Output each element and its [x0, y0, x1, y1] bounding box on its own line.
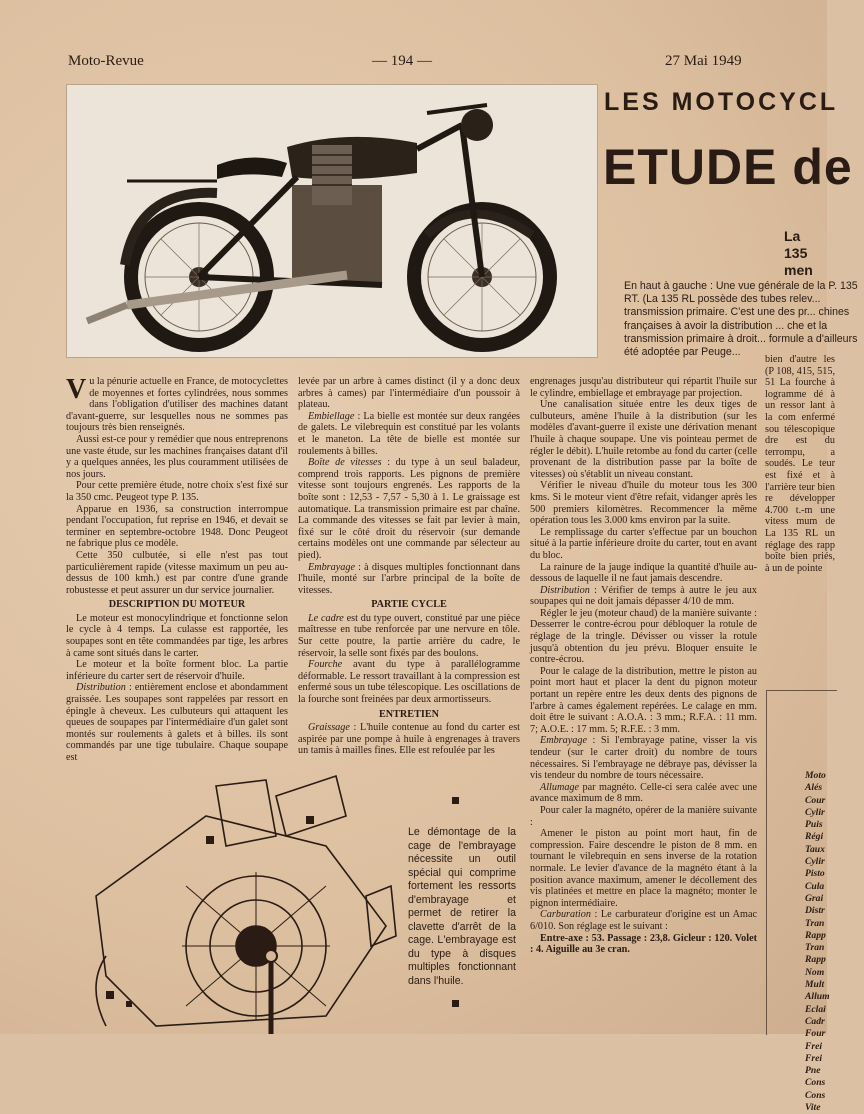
col3-paragraph — [530, 909, 757, 932]
col3-paragraph: Amener le piston au point mort haut, fin de compression. Faire descendre le piston de 8 mm. en tournant le vilebrequin en sens inverse de la rotation normale. Le levier d'avance de la magnéto étant à la position avance maximum, amener le décollement des vis platinées et mettre en place la magnéto; monter le pignon intermédiaire. — [530, 828, 757, 909]
label-distribution: Distribution — [76, 682, 126, 694]
spec-table-label: Puis — [805, 819, 823, 831]
label-embiellage: Embiellage — [308, 410, 355, 422]
spec-table-label: Cula — [805, 880, 825, 892]
spec-table-label: Pne — [805, 1065, 821, 1077]
col1-paragraph: Le moteur est monocylindrique et fonctionne selon le cycle à 4 temps. La culasse est rapportée, les soupapes sont en tête commandées par tige, les arbres à came sont situés dans le carter. — [66, 612, 288, 659]
spec-table-label: Nom — [805, 966, 825, 978]
engine-caption: Le démontage de la cage de l'embrayage nécessite un outil spécial qui comprime fortement les ressorts d'embrayage et permet de retirer la clavette d'arrêt de la cage. L'embrayage est du type à disques multiples fonctionnant dans l'huile. — [408, 826, 516, 987]
col3-paragraph: La rainure de la jauge indique la quantité d'huile au-dessous de laquelle il ne faut jamais descendre. — [530, 561, 757, 585]
col2-paragraph — [298, 457, 520, 561]
spec-table-label: Cylir — [805, 856, 825, 868]
spec-table-label: Pisto — [805, 868, 825, 880]
col2-boite-text: : du type à un seul baladeur, comprend trois rapports. Les pignons de première vitesse sont toujours engrenés. Les rapports de la boîte sont : 12,53 - 7,57 - 5,30 à 1. Le graissage est automatique. La transmission primaire est par chaîne. La commande des vitesses se fait par levier à main, fixé sur le côté droit du réservoir (sur demande certains modèles ont une commande par sélecteur au pied). — [298, 457, 521, 561]
spec-table-label: Grai — [805, 892, 824, 904]
col1-paragraph: Aussi est-ce pour y remédier que nous entreprenons une vaste étude, sur les machines françaises datant d'il y a quelques années, les plus couramment utilisées de nos jours. — [66, 433, 288, 480]
label-allumage: Allumage — [540, 781, 580, 793]
header-date: 27 Mai 1949 — [665, 53, 742, 69]
spec-table-label: Cadr — [805, 1015, 825, 1027]
section-heading-cycle: PARTIE CYCLE — [371, 599, 447, 611]
col3-paragraph: Le remplissage du carter s'effectue par un bouchon situé à la partie inférieure droite du carter, tout en avant du bloc. — [530, 526, 757, 561]
col2-graissage-text: : L'huile contenue au fond du carter est aspirée par une pompe à huile à engrenages à travers un tamis à mailles fines. Elle est refoulée par les — [298, 722, 520, 757]
spec-table-label: Cour — [805, 794, 826, 806]
label-cadre: Le cadre — [308, 612, 344, 624]
spec-table-label: Régi — [805, 831, 824, 843]
article-deck: La 135 men — [784, 228, 813, 278]
column-3 — [530, 376, 757, 956]
col3-allumage-text: par magnéto. Celle-ci sera calée avec une avance maximum de 8 mm. — [530, 781, 757, 805]
label-embrayage-2: Embrayage — [540, 735, 587, 747]
col2-fourche-text: avant du type à parallélogramme déformable. Le ressort travaillant à la compression est enfermé sous un tube télescopique. Les oscillations de la fourche sont freinées par deux armortisseurs. — [298, 659, 520, 706]
engine-drawing — [66, 776, 406, 1034]
col3-carburation-text: : Le carburateur d'origine est un Amac 6/010. Son réglage est le suivant : — [530, 909, 757, 932]
col1-paragraph: Cette 350 culbutée, si elle n'est pas tout particulièrement rapide (vitesse maximum un peu au-dessus de 100 kmh.) est par contre d'une grande robustesse et peut assurer un dur service journalier. — [66, 549, 288, 596]
col3-paragraph — [530, 585, 757, 608]
section-heading-moteur: DESCRIPTION DU MOTEUR — [108, 599, 246, 611]
col3-distribution-text: : Vérifier de temps à autre le jeu aux soupapes qui ne doit jamais dépasser 4/10 de mm. — [530, 584, 757, 608]
col3-paragraph — [530, 735, 757, 781]
spec-table-label: Cylir — [805, 806, 825, 818]
col3-paragraph: Pour le calage de la distribution, mettre le piston au point mort haut et placer la dent du pignon moteur portant un repère entre les deux dents des pignons de l'arbre à cames également repérées. Le calage en mm. doit être le suivant : A.O.A. : 3 mm.; R.F.A. : 11 mm. 7; A.O.E. : 17 mm. 5; R.F.E. : 3 mm. — [530, 665, 757, 735]
spec-table-label: Moto — [805, 770, 826, 781]
column-1 — [66, 376, 288, 764]
spec-table-label: Cons — [805, 1089, 826, 1101]
col2-paragraph — [298, 562, 520, 597]
section-square-marker — [452, 797, 459, 804]
col1-paragraph: Pour cette première étude, notre choix s'est fixé sur la 350 cmc. Peugeot type P. 135. — [66, 480, 288, 503]
spec-table-label: Mult — [805, 979, 825, 991]
spec-table-labels — [805, 770, 835, 1114]
drop-cap: V — [66, 374, 87, 405]
col2-paragraph: levée par un arbre à cames distinct (il y a donc deux arbres à cames) par l'intermédiaire d'un poussoir à plateau. — [298, 376, 520, 411]
col2-embrayage-text: : à disques multiples fonctionnant dans l'huile, monté sur l'arbre principal de la boîte de vitesses. — [298, 561, 520, 596]
column-2 — [298, 376, 520, 757]
spec-table-label: Eclai — [805, 1003, 826, 1015]
col2-paragraph — [298, 722, 520, 757]
col1-paragraph: Apparue en 1936, sa construction interrompue pendant l'occupation, fut reprise en 1946, et devait se terminer en septembre-octobre 1948. Donc Peugeot ne fabrique plus ce modèle. — [66, 503, 288, 550]
col2-paragraph — [298, 613, 520, 659]
col1-paragraph: Le moteur et la boîte forment bloc. La partie inférieure du carter sert de réservoir d'huile. — [66, 659, 288, 682]
spec-table-label: Tran — [805, 917, 825, 929]
col3-paragraph: Entre-axe : 53. Passage : 23,8. Gicleur : 120. Volet : 4. Aiguille au 3e cran. — [530, 932, 757, 956]
col1-intro: u la pénurie actuelle en France, de motocyclettes de moyennes et fortes cylindrées, nous sommes dans l'obligation d'utiliser des machines datant d'avant-guerre, sur lesquelles nous ne sommes pas toujours très bien renseignés. — [66, 376, 288, 434]
spec-table-label: Tran — [805, 942, 825, 954]
spec-table-label: Frei — [805, 1040, 823, 1052]
col3-embrayage-text: : Si l'embrayage patine, visser la vis tendeur (sur le carter droit) du nombre de tours nécessaires. Si l'embrayage ne débraye pas, dévisser la vis tendeur du nombre de tours nécessaire. — [530, 735, 757, 782]
col2-paragraph — [298, 411, 520, 457]
article-title: ETUDE de — [603, 139, 853, 195]
header-page-number: — 194 — — [372, 53, 432, 69]
spec-table-label: Alés — [805, 782, 823, 794]
col3-paragraph — [530, 782, 757, 805]
label-boite: Boîte de vitesses — [308, 457, 382, 469]
col2-paragraph — [298, 659, 520, 705]
label-graissage: Graissage — [308, 722, 350, 734]
label-embrayage: Embrayage — [308, 561, 355, 573]
section-square-marker — [452, 1000, 459, 1007]
col1-distribution-text: : entièrement enclose et abondamment graissée. Les soupapes sont rappelées par ressort en épingle à cheveux. Les culbuteurs qui attaquent les queues de soupapes par l'intermédiaire d'un galet sont montés sur roulements à galets et à billes. ils sont commandés par une tige tubulaire. Chaque soupape est — [66, 682, 288, 763]
spec-table-label: Allum — [805, 991, 830, 1003]
label-distribution-2: Distribution — [540, 584, 590, 596]
spec-table-label: Rapp — [805, 929, 826, 941]
motorcycle-photo — [66, 84, 598, 358]
spec-table-label: Taux — [805, 843, 825, 855]
spec-table-label: Rapp — [805, 954, 826, 966]
col3-paragraph: Régler le jeu (moteur chaud) de la manière suivante : Desserrer le contre-écrou pour débloquer la rotule de réglage de la tringle. Dévisser ou visser la rotule jusqu'à obtention du jeu prévu. Bloquer ensuite le contre-écrou. — [530, 607, 757, 666]
spec-table-label: Vite — [805, 1102, 821, 1114]
col2-cadre-text: est du type ouvert, constitué par une pièce maîtresse en tube renforcée par une nervure en tôle. Sur cette poutre, la partie arrière du cadre, le réservoir, la selle sont fixés par des boulons. — [298, 612, 520, 659]
spec-table-label: Distr — [805, 905, 825, 917]
col3-paragraph: Une canalisation située entre les deux tiges de culbuteurs, amène l'huile à la distribution (sur les modèles d'avant-guerre il existe une dérivation menant l'huile à chaque soupape. Une vis pointeau permet de régler le débit). L'huile retombe au fond du carter (celle provenant de la distribution passe par la boîte de vitesses) où s'établit un niveau constant. — [530, 399, 757, 480]
column-4-truncated: bien d'autre les (P 108, 415, 515, 51 La fourche à logramme dé à un ressor lant à la com enfermé sou télescopique dre est du terrompu, a soudés. Le teur est fixé et à l'arrière teur bien re développer 4.700 t.-m une vitess mum de La 135 RL un réglage des rapp boîte bien priés, à un de pointe — [765, 354, 835, 574]
header-magazine-name: Moto-Revue — [68, 53, 144, 69]
col3-paragraph: Vérifier le niveau d'huile du moteur tous les 300 kms. Si le moteur vient d'être refait, vidanger après les 500 premiers kilomètres. Recommencer la même opération tous les 3.000 kms environ par la suite. — [530, 480, 757, 527]
photo-caption: En haut à gauche : Une vue générale de la P. 135 RT. (La 135 RL possède des tubes relev... transmission primaire. C'est une des pr... chines françaises à avoir la distribution ... che et la transmission primaire à droit... formule a d'ailleurs été adoptée par Peuge... — [624, 280, 858, 359]
col3-paragraph: engrenages jusqu'au distributeur qui répartit l'huile sur le cylindre, embiellage et embrayage par projection. — [530, 376, 757, 399]
spec-table-label: Four — [805, 1028, 826, 1040]
col3-paragraph: Pour caler la magnéto, opérer de la manière suivante : — [530, 804, 757, 828]
series-heading: LES MOTOCYCL — [604, 88, 839, 116]
col2-embiellage-text: : La bielle est montée sur deux rangées de galets. Le vilebrequin est constitué par les volants et le maneton. La tête de bielle est montée sur roulements à billes. — [298, 410, 520, 457]
col1-paragraph — [66, 682, 288, 763]
label-carburation: Carburation — [540, 909, 591, 921]
label-fourche: Fourche — [308, 659, 343, 671]
spec-table-label: Frei — [805, 1052, 823, 1064]
spec-table-label: Cons — [805, 1077, 826, 1089]
section-heading-entretien: ENTRETIEN — [378, 708, 439, 720]
